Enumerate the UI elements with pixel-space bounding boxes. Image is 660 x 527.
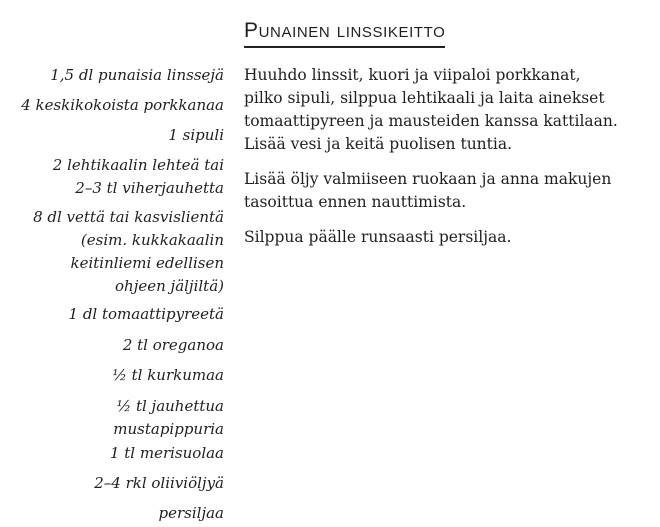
ingredient-carrots [0, 94, 224, 117]
ingredient-line: 2 tl oreganoa [122, 336, 224, 354]
ingredient-kale [0, 154, 224, 200]
instruction-step-1 [244, 64, 654, 156]
ingredient-line: 1 dl tomaattipyreetä [68, 305, 224, 323]
ingredient-olive-oil [0, 472, 224, 495]
ingredient-onion [0, 124, 224, 147]
ingredient-line: 2–4 rkl oliiviöljyä [94, 474, 224, 492]
recipe-title: Punainen linssikeitto [244, 18, 445, 48]
ingredient-line: mustapippuria [113, 420, 224, 438]
ingredient-turmeric [0, 364, 224, 387]
ingredient-line: 8 dl vettä tai kasvislientä [33, 208, 224, 226]
instruction-step-3 [244, 226, 654, 249]
instruction-line: Silppua päälle runsaasti persiljaa. [244, 228, 512, 246]
ingredient-line: 1,5 dl punaisia linssejä [50, 66, 224, 84]
ingredient-sea-salt [0, 442, 224, 465]
instruction-line: tomaattipyreen ja mausteiden kanssa kattilaan. [244, 112, 618, 130]
ingredient-line: 4 keskikokoista porkkanaa [21, 96, 224, 114]
instruction-line: Lisää öljy valmiiseen ruokaan ja anna makujen [244, 170, 612, 188]
ingredient-lentils [0, 64, 224, 87]
ingredient-line: keitinliemi edellisen [70, 254, 224, 272]
instruction-line: pilko sipuli, silppua lehtikaali ja laita ainekset [244, 89, 605, 107]
ingredient-line: persiljaa [158, 504, 224, 522]
ingredient-broth [0, 206, 224, 298]
instruction-line: tasoittua ennen nauttimista. [244, 193, 467, 211]
ingredient-line: 1 tl merisuolaa [109, 444, 224, 462]
ingredient-tomato-puree [0, 303, 224, 326]
instruction-line: Lisää vesi ja keitä puolisen tuntia. [244, 135, 513, 153]
ingredient-line: ½ tl jauhettua [116, 397, 224, 415]
ingredient-line: ½ tl kurkumaa [112, 366, 224, 384]
ingredient-black-pepper [0, 395, 224, 441]
instruction-step-2 [244, 168, 654, 214]
ingredient-oregano [0, 334, 224, 357]
instruction-line: Huuhdo linssit, kuori ja viipaloi porkkanat, [244, 66, 581, 84]
ingredient-line: (esim. kukkakaalin [80, 231, 224, 249]
ingredient-line: ohjeen jäljiltä) [115, 277, 224, 295]
ingredient-line: 2 lehtikaalin lehteä tai [52, 156, 224, 174]
instructions [244, 64, 654, 261]
ingredient-parsley [0, 502, 224, 525]
ingredient-line: 1 sipuli [168, 126, 224, 144]
ingredient-line: 2–3 tl viherjauhetta [75, 179, 224, 197]
ingredient-list [0, 0, 224, 527]
